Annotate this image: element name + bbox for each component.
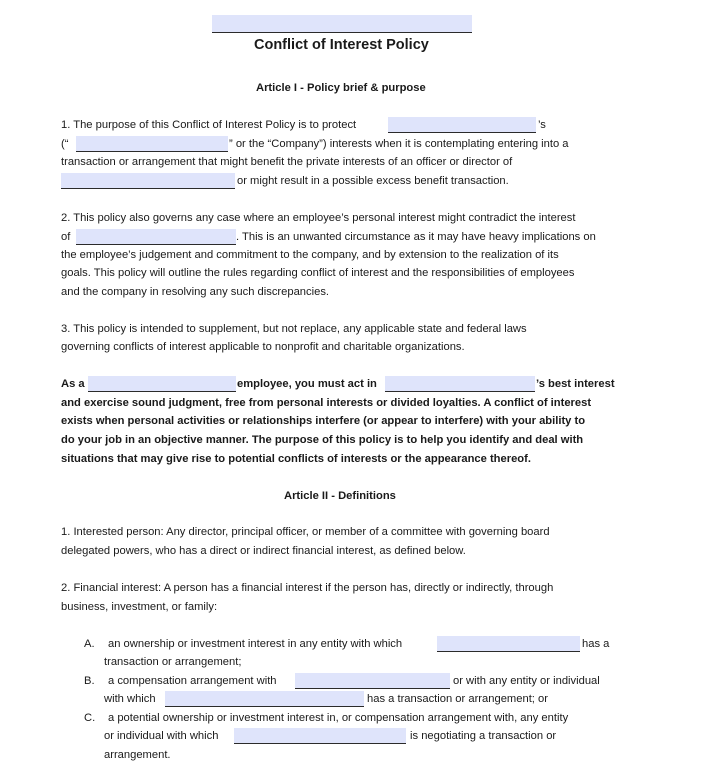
company-name-field-7[interactable]: [295, 673, 450, 689]
company-name-field-5[interactable]: [385, 376, 535, 392]
list-a-line-1: an ownership or investment interest in any entity with which: [108, 638, 403, 650]
list-b-line-1: a compensation arrangement with: [108, 675, 277, 687]
def-2-line-2: business, investment, or family:: [61, 601, 218, 613]
company-name-field-9[interactable]: [234, 728, 406, 744]
article-2-heading: Article II - Definitions: [284, 490, 396, 502]
p3-line-1: 3. This policy is intended to supplement, but not replace, any applicable state and federal laws: [61, 323, 527, 335]
company-short-name-field[interactable]: [76, 136, 228, 152]
p2-of: of: [61, 231, 71, 243]
p4-line-5: situations that may give rise to potential conflicts of interests or the appearance thereof.: [61, 453, 531, 465]
company-name-field-8[interactable]: [165, 691, 364, 707]
list-marker-b: B.: [84, 675, 95, 687]
p2-line-4: goals. This policy will outline the rules regarding conflict of interest and the responsibilities of employees: [61, 267, 575, 279]
p1-line-3: transaction or arrangement that might benefit the private interests of an officer or director of: [61, 156, 513, 168]
list-marker-c: C.: [84, 712, 96, 724]
p1-line-1: 1. The purpose of this Conflict of Interest Policy is to protect: [61, 119, 357, 131]
list-a-has-a: has a: [582, 638, 610, 650]
company-name-field-6[interactable]: [437, 636, 580, 652]
article-1-heading: Article I - Policy brief & purpose: [256, 82, 426, 94]
p4-line-2: and exercise sound judgment, free from personal interests or divided loyalties. A conflict of interest: [61, 397, 592, 409]
list-b-line-1b: or with any entity or individual: [453, 675, 600, 687]
company-name-field-4[interactable]: [88, 376, 236, 392]
p1-open-quote: (“: [61, 138, 69, 150]
p4-line-4: do your job in an objective manner. The purpose of this policy is to help you identify and deal with: [61, 434, 584, 446]
p4-best-interest: ’s best interest: [536, 378, 615, 390]
p1-line-4: or might result in a possible excess benefit transaction.: [237, 175, 509, 187]
list-c-line-3: arrangement.: [104, 749, 171, 761]
def-1-line-1: 1. Interested person: Any director, principal officer, or member of a committee with governing board: [61, 526, 550, 538]
p1-possessive: ’s: [538, 119, 546, 131]
list-b-line-2b: has a transaction or arrangement; or: [367, 693, 548, 705]
company-name-field-1[interactable]: [388, 117, 536, 133]
organization-name-field-top[interactable]: [212, 15, 472, 33]
p4-line-3: exists when personal activities or relationships interfere (or appear to interfere) with your ability to: [61, 415, 586, 427]
p2-line-1: 2. This policy also governs any case where an employee’s personal interest might contradict the interest: [61, 212, 576, 224]
company-name-field-2[interactable]: [61, 173, 235, 189]
list-c-line-2b: is negotiating a transaction or: [410, 730, 557, 742]
list-b-with-which: with which: [104, 693, 156, 705]
p2-line-2: . This is an unwanted circumstance as it may have heavy implications on: [236, 231, 596, 243]
def-2-line-1: 2. Financial interest: A person has a financial interest if the person has, directly or indirectly, through: [61, 582, 554, 594]
p3-line-2: governing conflicts of interest applicable to nonprofit and charitable organizations.: [61, 341, 465, 353]
page-title: Conflict of Interest Policy: [254, 37, 429, 53]
list-a-line-2: transaction or arrangement;: [104, 656, 242, 668]
list-c-line-2: or individual with which: [104, 730, 219, 742]
p4-as-a: As a: [61, 378, 85, 390]
company-name-field-3[interactable]: [76, 229, 236, 245]
p2-line-3: the employee’s judgement and commitment to the company, and by extension to the realization of its: [61, 249, 559, 261]
p4-employee: employee, you must act in: [237, 378, 377, 390]
list-marker-a: A.: [84, 638, 95, 650]
def-1-line-2: delegated powers, who has a direct or indirect financial interest, as defined below.: [61, 545, 466, 557]
p1-line-2: ” or the “Company”) interests when it is contemplating entering into a: [229, 138, 569, 150]
list-c-line-1: a potential ownership or investment interest in, or compensation arrangement with, any entity: [108, 712, 569, 724]
p2-line-5: and the company in resolving any such discrepancies.: [61, 286, 330, 298]
